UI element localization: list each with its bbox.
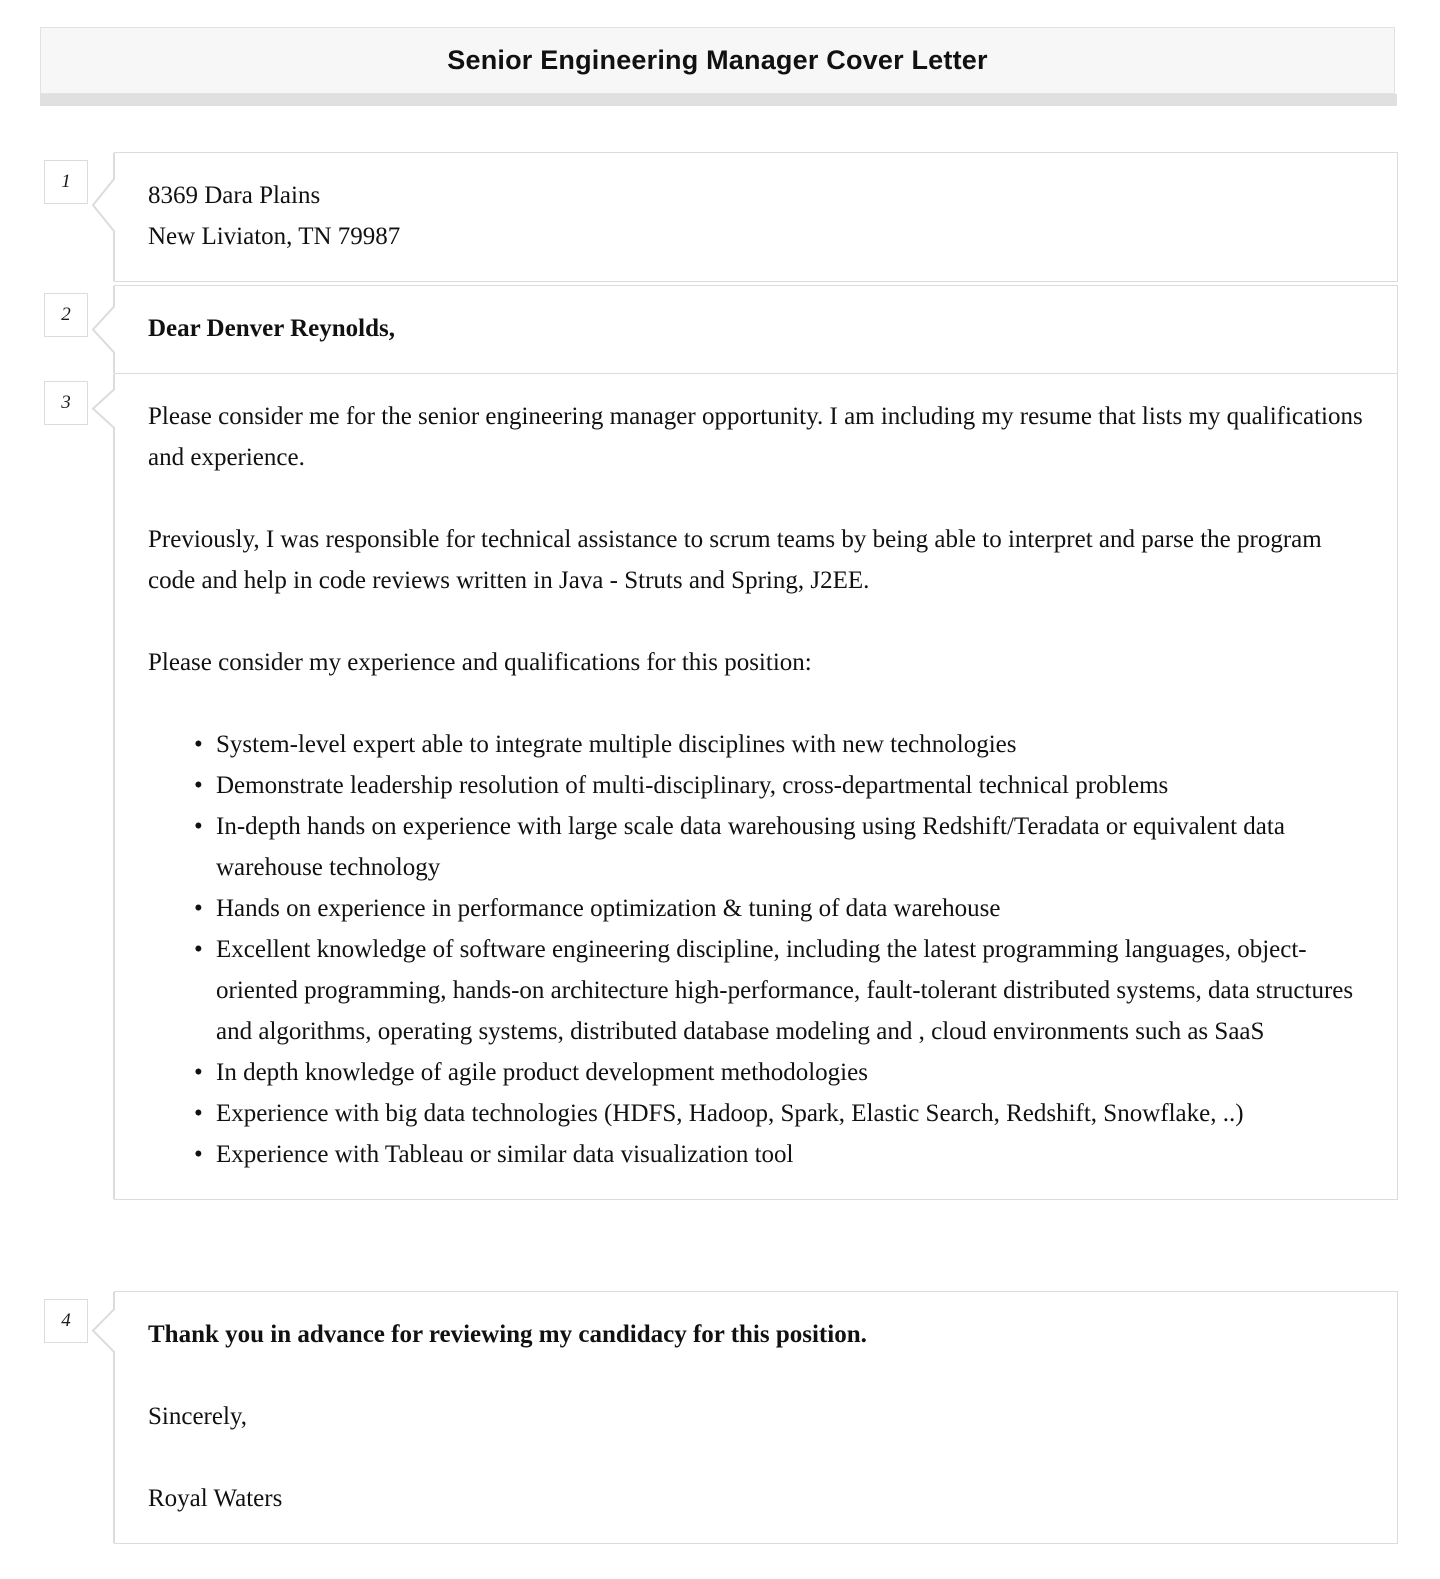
header-underbar — [40, 94, 1397, 106]
list-item: • Experience with big data technologies (HDFS, Hadoop, Spark, Elastic Search, Redshift, Snowflake, ..) — [198, 1093, 1369, 1134]
section-marker-3 — [44, 381, 88, 425]
salutation-text: Dear Denver Reynolds, — [148, 315, 395, 342]
list-item: • In depth knowledge of agile product development methodologies — [198, 1052, 1369, 1093]
closing-spacer-1 — [148, 1355, 1369, 1396]
callout-body — [114, 153, 1397, 281]
body-paragraph-1: Please consider me for the senior engineering manager opportunity. I am including my resume that lists my qualifications and experience. — [148, 403, 1363, 471]
list-item: • Excellent knowledge of software engineering discipline, including the latest programming languages, object-oriented programming, hands-on architecture high-performance, fault-tolerant distributed systems, data structures and algorithms, operating systems, distributed database modeling and , cloud environments such as SaaS — [198, 929, 1369, 1052]
section-marker-number: 3 — [61, 392, 71, 413]
section-marker-number: 4 — [61, 1310, 71, 1331]
callout-body — [114, 374, 1397, 1199]
callout-closing — [114, 1291, 1398, 1544]
closing-statement: Thank you in advance for reviewing my candidacy for this position. — [148, 1321, 867, 1348]
callout-body-text — [114, 373, 1398, 1200]
section-marker-4 — [44, 1299, 88, 1343]
callout-address — [114, 152, 1398, 282]
list-item: • Experience with Tableau or similar data visualization tool — [198, 1134, 1369, 1175]
callout-body — [114, 1292, 1397, 1543]
body-paragraph-3: Please consider my experience and qualifications for this position: — [148, 649, 812, 676]
section-marker-number: 1 — [61, 171, 71, 192]
body-paragraph-2: Previously, I was responsible for technical assistance to scrum teams by being able to interpret and parse the program code and help in code reviews written in Java - Struts and Spring, J2EE. — [148, 526, 1322, 594]
section-marker-number: 2 — [61, 304, 71, 325]
address-line-1: 8369 Dara Plains — [148, 182, 321, 209]
list-item: • In-depth hands on experience with large scale data warehousing using Redshift/Teradata or equivalent data warehouse technology — [198, 806, 1369, 888]
section-marker-1 — [44, 160, 88, 204]
valediction: Sincerely, — [148, 1403, 248, 1430]
section-marker-2 — [44, 293, 88, 337]
callout-salutation — [114, 285, 1398, 374]
address-line-2: New Liviaton, TN 79987 — [148, 223, 401, 250]
list-item: • Hands on experience in performance optimization & tuning of data warehouse — [198, 888, 1369, 929]
callout-body — [114, 286, 1397, 373]
closing-spacer-2 — [148, 1437, 1369, 1478]
signature-name: Royal Waters — [148, 1485, 283, 1512]
list-item: • Demonstrate leadership resolution of multi-disciplinary, cross-departmental technical problems — [198, 765, 1369, 806]
page-title: Senior Engineering Manager Cover Letter — [447, 45, 988, 75]
list-item: • System-level expert able to integrate multiple disciplines with new technologies — [198, 724, 1369, 765]
qualifications-list — [148, 724, 1369, 1175]
document-header — [40, 27, 1395, 94]
